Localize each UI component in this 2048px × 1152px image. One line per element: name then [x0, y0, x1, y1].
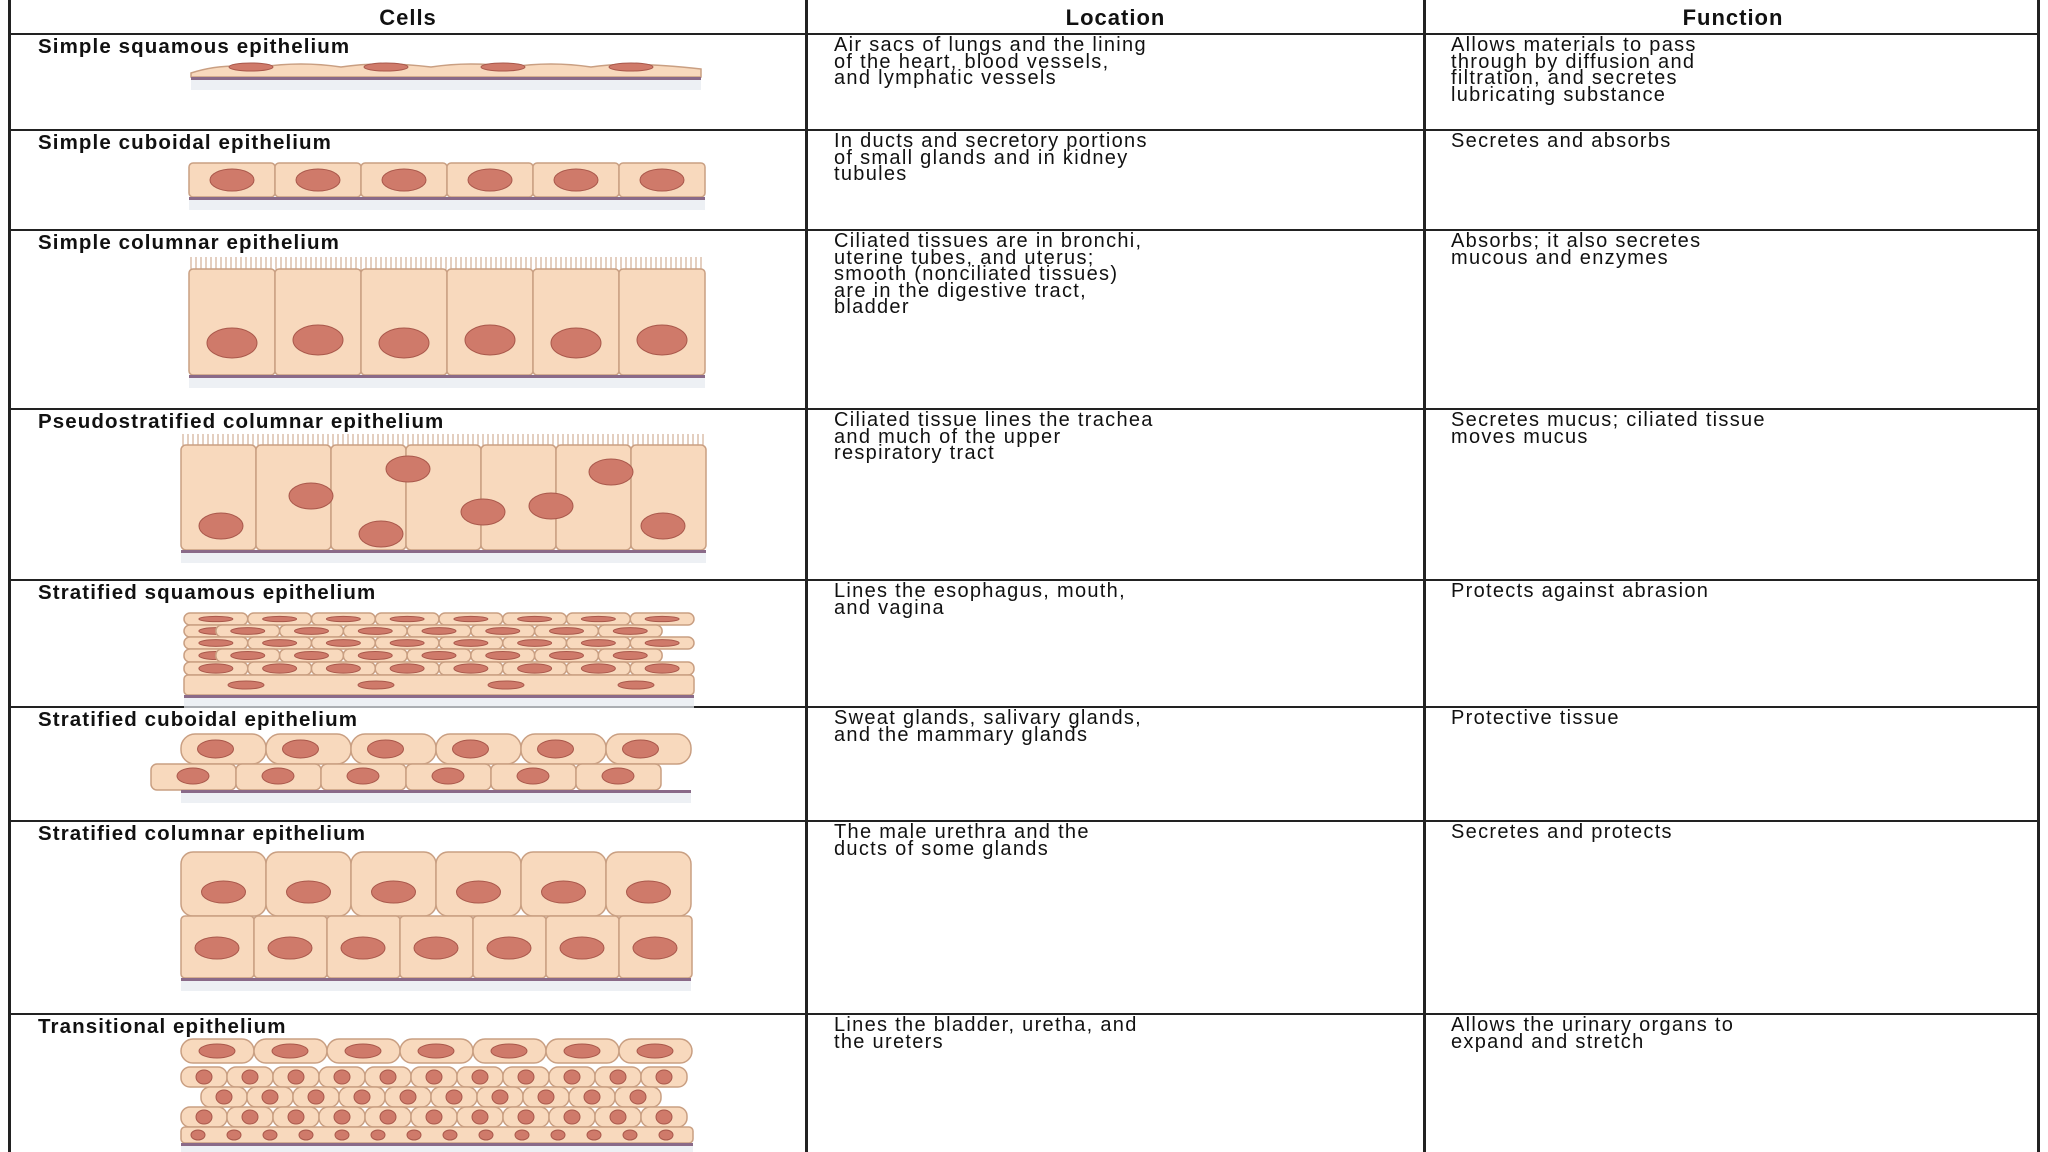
cell-nucleus	[262, 1090, 278, 1104]
cell-nucleus	[446, 1090, 462, 1104]
cell-nucleus	[295, 652, 329, 660]
cell-nucleus	[564, 1070, 580, 1084]
cell-nucleus	[623, 740, 659, 758]
cell-nucleus	[645, 664, 679, 673]
cell-nucleus	[492, 1090, 508, 1104]
cell-nucleus	[196, 1110, 212, 1124]
basement-membrane	[189, 197, 705, 200]
cell-nucleus	[390, 640, 424, 647]
cell-type-name: Pseudostratified columnar epithelium	[38, 410, 445, 433]
cell-nucleus	[551, 1130, 565, 1140]
cell-nucleus	[551, 328, 601, 358]
cell-type-name: Stratified cuboidal epithelium	[38, 708, 359, 731]
cell-nucleus	[390, 616, 424, 621]
cell-nucleus	[637, 325, 687, 355]
cell-nucleus	[443, 1130, 457, 1140]
cell-nucleus	[308, 1090, 324, 1104]
cell-nucleus	[231, 628, 265, 635]
location-text: Air sacs of lungs and the lining of the heart, blood vessels, and lymphatic vessels	[834, 34, 1147, 89]
cell-nucleus	[454, 664, 488, 673]
membrane-shadow	[181, 1146, 693, 1152]
basement-membrane	[184, 695, 694, 698]
table-row	[11, 820, 2037, 1013]
membrane-shadow	[189, 200, 705, 210]
cell-nucleus	[354, 1090, 370, 1104]
cell-nucleus	[457, 881, 501, 903]
cell-nucleus	[326, 616, 360, 621]
table-row	[11, 129, 2037, 229]
cell-nucleus	[610, 1070, 626, 1084]
function-text: Secretes and protects	[1451, 821, 1673, 843]
cell-nucleus	[364, 63, 408, 71]
cell-nucleus	[358, 652, 392, 660]
cell-nucleus	[289, 483, 333, 509]
cell-nucleus	[229, 63, 273, 71]
cell-nucleus	[268, 937, 312, 959]
cell-nucleus	[262, 768, 294, 784]
cell-nucleus	[486, 628, 520, 635]
cell-nucleus	[231, 652, 265, 660]
cell-type-name: Transitional epithelium	[38, 1015, 287, 1038]
membrane-shadow	[181, 981, 691, 991]
cell-nucleus	[242, 1070, 258, 1084]
cell-nucleus	[358, 681, 394, 689]
cell-nucleus	[199, 664, 233, 673]
cell-nucleus	[618, 681, 654, 689]
cell-nucleus	[368, 740, 404, 758]
cell-nucleus	[382, 169, 426, 191]
basement-membrane	[181, 978, 691, 981]
cell-type-name: Simple columnar epithelium	[38, 231, 340, 254]
cell-nucleus	[335, 1130, 349, 1140]
cell-nucleus	[379, 328, 429, 358]
cell-type-name: Stratified squamous epithelium	[38, 581, 377, 604]
stratified-columnar-illustration	[171, 848, 711, 1010]
cell-nucleus	[372, 881, 416, 903]
cell-nucleus	[422, 628, 456, 635]
header-location: Location	[1065, 5, 1166, 30]
header-function: Function	[1682, 5, 1784, 30]
location-text: The male urethra and the ducts of some glands	[834, 821, 1090, 860]
cell-body	[189, 269, 275, 375]
simple-cuboidal-illustration	[181, 155, 711, 225]
cell-nucleus	[177, 768, 209, 784]
cell-nucleus	[518, 664, 552, 673]
location-text: Lines the bladder, uretha, and the ureters	[834, 1014, 1138, 1053]
cell-nucleus	[293, 325, 343, 355]
cell-nucleus	[263, 1130, 277, 1140]
cell-nucleus	[461, 499, 505, 525]
cell-nucleus	[414, 937, 458, 959]
cell-nucleus	[454, 616, 488, 621]
cell-nucleus	[518, 1070, 534, 1084]
function-text: Protects against abrasion	[1451, 580, 1710, 602]
cell-nucleus	[228, 681, 264, 689]
cell-nucleus	[529, 493, 573, 519]
cell-nucleus	[426, 1110, 442, 1124]
location-text: Lines the esophagus, mouth, and vagina	[834, 580, 1126, 619]
cell-nucleus	[371, 1130, 385, 1140]
cell-nucleus	[345, 1044, 381, 1058]
cell-nucleus	[272, 1044, 308, 1058]
cell-nucleus	[288, 1070, 304, 1084]
cell-nucleus	[581, 664, 615, 673]
cell-nucleus	[263, 616, 297, 621]
location-text: Ciliated tissues are in bronchi, uterine tubes, and uterus; smooth (nonciliated tissues) are in the digestive tract, bladder	[834, 230, 1143, 318]
cell-nucleus	[326, 664, 360, 673]
cell-nucleus	[347, 768, 379, 784]
table-row	[11, 33, 2037, 129]
cell-nucleus	[296, 169, 340, 191]
cell-nucleus	[299, 1130, 313, 1140]
cell-nucleus	[659, 1130, 673, 1140]
cell-nucleus	[613, 628, 647, 635]
cell-nucleus	[645, 616, 679, 621]
cell-nucleus	[550, 652, 584, 660]
table-row	[11, 1013, 2037, 1152]
cell-nucleus	[481, 63, 525, 71]
cell-nucleus	[613, 652, 647, 660]
cell-nucleus	[479, 1130, 493, 1140]
cell-nucleus	[426, 1070, 442, 1084]
cell-nucleus	[564, 1110, 580, 1124]
transitional-illustration	[173, 1037, 708, 1152]
cell-nucleus	[640, 169, 684, 191]
cell-nucleus	[453, 740, 489, 758]
cell-type-name: Simple cuboidal epithelium	[38, 131, 332, 154]
cell-nucleus	[199, 513, 243, 539]
header-cells: Cells	[379, 5, 437, 30]
pseudostratified-columnar-illustration	[171, 434, 716, 576]
location-text: Ciliated tissue lines the trachea and much of the upper respiratory tract	[834, 409, 1154, 464]
cell-nucleus	[581, 640, 615, 647]
cell-body	[619, 269, 705, 375]
cell-nucleus	[623, 1130, 637, 1140]
table-row	[11, 229, 2037, 408]
simple-columnar-illustration	[181, 257, 711, 405]
cell-nucleus	[542, 881, 586, 903]
cell-nucleus	[538, 1090, 554, 1104]
cell-nucleus	[488, 681, 524, 689]
cell-nucleus	[199, 1044, 235, 1058]
cell-nucleus	[589, 459, 633, 485]
cell-nucleus	[199, 640, 233, 647]
basement-membrane	[181, 550, 706, 553]
membrane-shadow	[191, 80, 701, 90]
cell-nucleus	[199, 616, 233, 621]
cell-type-name: Stratified columnar epithelium	[38, 822, 367, 845]
cell-nucleus	[487, 937, 531, 959]
cell-nucleus	[263, 664, 297, 673]
cell-nucleus	[486, 652, 520, 660]
cell-nucleus	[288, 1110, 304, 1124]
table-row	[11, 408, 2037, 579]
cell-nucleus	[554, 169, 598, 191]
cell-nucleus	[207, 328, 257, 358]
cell-nucleus	[587, 1130, 601, 1140]
stratified-cuboidal-illustration	[173, 730, 708, 818]
cell-nucleus	[518, 640, 552, 647]
cell-nucleus	[263, 640, 297, 647]
function-text: Secretes and absorbs	[1451, 130, 1672, 152]
cell-nucleus	[641, 513, 685, 539]
membrane-shadow	[181, 553, 706, 563]
cell-nucleus	[581, 616, 615, 621]
cell-nucleus	[550, 628, 584, 635]
function-text: Secretes mucus; ciliated tissue moves mucus	[1451, 409, 1766, 448]
cell-nucleus	[400, 1090, 416, 1104]
cell-nucleus	[227, 1130, 241, 1140]
cell-body	[533, 269, 619, 375]
cell-nucleus	[560, 937, 604, 959]
cell-nucleus	[472, 1070, 488, 1084]
cell-nucleus	[633, 937, 677, 959]
cell-body	[361, 269, 447, 375]
cell-nucleus	[390, 664, 424, 673]
cell-nucleus	[538, 740, 574, 758]
cell-nucleus	[472, 1110, 488, 1124]
cell-body	[275, 269, 361, 375]
cell-nucleus	[515, 1130, 529, 1140]
table-row	[11, 706, 2037, 820]
stratified-squamous-illustration	[176, 607, 706, 703]
cell-nucleus	[341, 937, 385, 959]
cell-nucleus	[645, 640, 679, 647]
cell-nucleus	[465, 325, 515, 355]
function-text: Protective tissue	[1451, 707, 1620, 729]
cell-nucleus	[359, 521, 403, 547]
cell-nucleus	[198, 740, 234, 758]
cell-nucleus	[518, 616, 552, 621]
cell-nucleus	[191, 1130, 205, 1140]
cell-nucleus	[564, 1044, 600, 1058]
cell-nucleus	[491, 1044, 527, 1058]
membrane-shadow	[189, 378, 705, 388]
cell-nucleus	[418, 1044, 454, 1058]
cell-nucleus	[432, 768, 464, 784]
cell-nucleus	[202, 881, 246, 903]
cell-nucleus	[196, 1070, 212, 1084]
cell-nucleus	[422, 652, 456, 660]
cell-nucleus	[609, 63, 653, 71]
cell-nucleus	[637, 1044, 673, 1058]
cell-type-name: Simple squamous epithelium	[38, 35, 351, 58]
location-text: Sweat glands, salivary glands, and the mammary glands	[834, 707, 1143, 746]
cell-nucleus	[518, 1110, 534, 1124]
cell-nucleus	[610, 1110, 626, 1124]
cell-nucleus	[602, 768, 634, 784]
cell-nucleus	[454, 640, 488, 647]
cell-nucleus	[295, 628, 329, 635]
cell-nucleus	[407, 1130, 421, 1140]
cell-body	[447, 269, 533, 375]
cell-nucleus	[386, 456, 430, 482]
function-text: Allows materials to pass through by diffusion and filtration, and secretes lubricating substance	[1451, 34, 1697, 106]
cell-body	[181, 1127, 693, 1143]
cell-nucleus	[287, 881, 331, 903]
cell-nucleus	[358, 628, 392, 635]
cell-nucleus	[210, 169, 254, 191]
cell-nucleus	[195, 937, 239, 959]
cell-nucleus	[334, 1070, 350, 1084]
basement-membrane	[181, 790, 691, 793]
cell-nucleus	[584, 1090, 600, 1104]
cell-nucleus	[468, 169, 512, 191]
simple-squamous-illustration	[181, 57, 711, 123]
basement-membrane	[189, 375, 705, 378]
cell-nucleus	[656, 1070, 672, 1084]
location-text: In ducts and secretory portions of small glands and in kidney tubules	[834, 130, 1148, 185]
cell-nucleus	[380, 1070, 396, 1084]
cell-nucleus	[656, 1110, 672, 1124]
cell-nucleus	[334, 1110, 350, 1124]
function-text: Allows the urinary organs to expand and stretch	[1451, 1014, 1735, 1053]
cell-nucleus	[627, 881, 671, 903]
membrane-shadow	[181, 793, 691, 803]
cell-nucleus	[517, 768, 549, 784]
cell-nucleus	[380, 1110, 396, 1124]
cell-nucleus	[326, 640, 360, 647]
cell-nucleus	[242, 1110, 258, 1124]
basement-membrane	[181, 1143, 693, 1146]
basement-membrane	[191, 77, 701, 80]
function-text: Absorbs; it also secretes mucous and enzymes	[1451, 230, 1702, 269]
cell-nucleus	[283, 740, 319, 758]
cell-nucleus	[216, 1090, 232, 1104]
cell-nucleus	[630, 1090, 646, 1104]
table-row	[11, 579, 2037, 706]
epithelium-table	[8, 0, 2040, 1152]
